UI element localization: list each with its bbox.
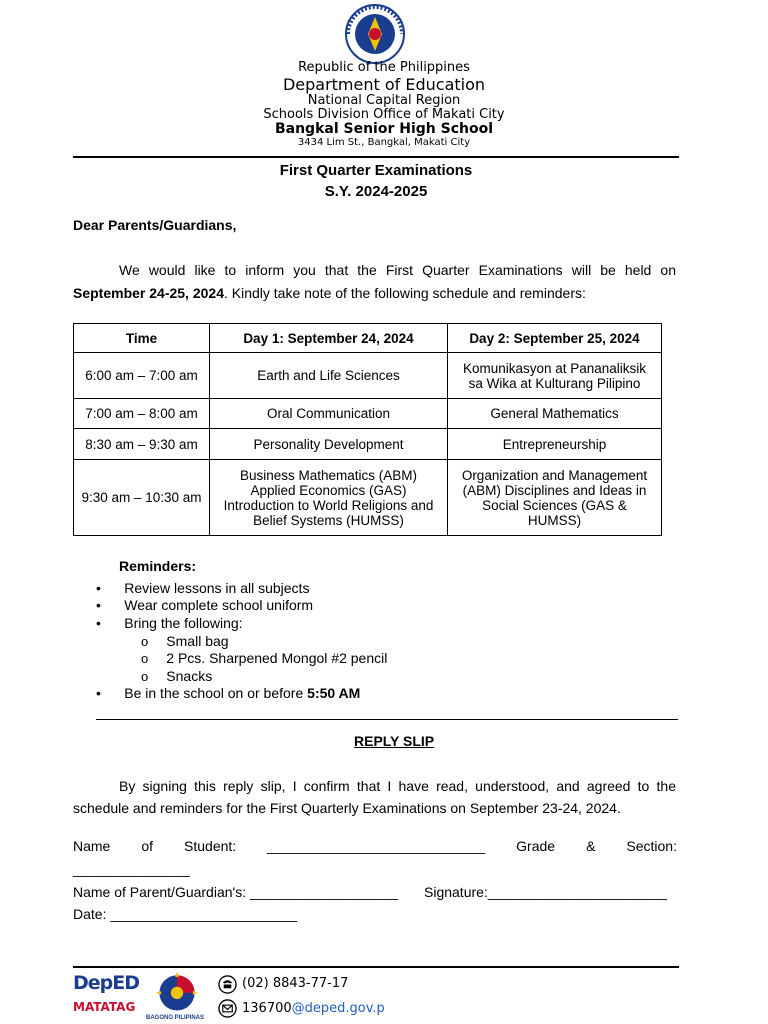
department-line: Department of Education xyxy=(282,75,486,94)
day1-cell: Earth and Life Sciences xyxy=(210,353,448,399)
phone-icon xyxy=(218,975,237,994)
arrival-time: 5:50 AM xyxy=(307,685,361,701)
label-word: Section: xyxy=(626,838,677,854)
list-item: • Be in the school on or before 5:50 AM xyxy=(96,685,361,701)
republic-line: Republic of the Philippines xyxy=(298,60,470,75)
label-word: & xyxy=(586,838,596,854)
list-item-text: Wear complete school uniform xyxy=(124,597,314,613)
sub-list-item: o 2 Pcs. Sharpened Mongol #2 pencil xyxy=(141,650,388,666)
signature-field[interactable]: Signature:_______________________ xyxy=(424,884,667,900)
list-item: • Review lessons in all subjects xyxy=(96,580,310,596)
time-cell: 7:00 am – 8:00 am xyxy=(74,399,210,429)
reply-para-1: By signing this reply slip, I confirm that I have read, understood, and agreed to the xyxy=(119,778,676,794)
bagong-pilipinas-logo-icon xyxy=(146,970,208,1014)
salutation: Dear Parents/Guardians, xyxy=(73,217,237,233)
intro-line-2 xyxy=(73,286,586,300)
list-item-text: Review lessons in all subjects xyxy=(124,580,310,596)
header-day2: Day 2: September 25, 2024 xyxy=(448,324,662,353)
table-header-row xyxy=(74,324,662,353)
student-name-field[interactable]: ____________________________ xyxy=(267,838,486,854)
day1-cell: Oral Communication xyxy=(210,399,448,429)
label-word: Student: xyxy=(184,838,237,854)
exam-title: First Quarter Examinations xyxy=(279,162,473,179)
list-item-text: Be in the school on or before xyxy=(124,685,308,701)
header-day1: Day 1: September 24, 2024 xyxy=(210,324,448,353)
day2-cell: Organization and Management (ABM) Disciplines and Ideas in Social Sciences (GAS & HUMSS) xyxy=(448,460,662,536)
reply-slip-heading: REPLY SLIP xyxy=(354,733,435,749)
date-field[interactable]: Date: ________________________ xyxy=(73,906,298,922)
label-word: Grade xyxy=(516,838,556,854)
day2-cell: Entrepreneurship xyxy=(448,429,662,460)
school-address: 3434 Lim St., Bangkal, Makati City xyxy=(297,137,471,148)
deped-logo-text: DepED xyxy=(73,972,140,994)
bagong-pilipinas-caption: BAGONG PILIPINAS xyxy=(146,1015,205,1021)
reminders-heading: Reminders: xyxy=(119,558,197,574)
time-cell: 6:00 am – 7:00 am xyxy=(74,353,210,399)
email-user: 136700 xyxy=(242,1001,292,1016)
parent-name-field[interactable]: Name of Parent/Guardian's: ___________________ xyxy=(73,884,398,900)
email-domain: @deped.gov.p xyxy=(291,1001,385,1016)
header-time: Time xyxy=(74,324,210,353)
school-year: S.Y. 2024-2025 xyxy=(324,183,428,200)
sub-list-item-text: Snacks xyxy=(166,668,213,684)
sub-list-item: o Snacks xyxy=(141,668,213,684)
intro-line-2-rest: . Kindly take note of the following schedule and reminders: xyxy=(223,285,586,301)
cut-divider xyxy=(96,719,678,720)
deped-logo xyxy=(73,970,140,1022)
sub-list-item-text: Small bag xyxy=(166,633,229,649)
grade-section-field[interactable]: _______________ xyxy=(73,861,190,877)
day1-cell: Personality Development xyxy=(210,429,448,460)
list-item-text: Bring the following: xyxy=(124,615,243,631)
region-line: National Capital Region xyxy=(307,93,461,108)
table-row xyxy=(74,399,662,429)
table-row xyxy=(74,353,662,399)
time-cell: 8:30 am – 9:30 am xyxy=(74,429,210,460)
list-item: • Bring the following: xyxy=(96,615,243,631)
student-name-label xyxy=(73,839,677,853)
table-row xyxy=(74,429,662,460)
reply-para-2: schedule and reminders for the First Quarterly Examinations on September 23-24, 2024. xyxy=(73,800,621,816)
header-divider xyxy=(73,156,679,158)
school-name: Bangkal Senior High School xyxy=(274,121,494,137)
deped-seal-icon xyxy=(340,4,410,64)
time-cell: 9:30 am – 10:30 am xyxy=(74,460,210,536)
intro-line-1: We would like to inform you that the First Quarter Examinations will be held on xyxy=(119,262,676,278)
list-item: • Wear complete school uniform xyxy=(96,597,314,613)
sub-list-item-text: 2 Pcs. Sharpened Mongol #2 pencil xyxy=(166,650,388,666)
exam-dates: September 24-25, 2024 xyxy=(73,285,224,301)
label-word: of xyxy=(141,838,154,854)
division-line: Schools Division Office of Makati City xyxy=(263,107,505,122)
email-icon xyxy=(218,999,237,1018)
day2-cell: Komunikasyon at Pananaliksik sa Wika at Kulturang Pilipino xyxy=(448,353,662,399)
label-word: Name xyxy=(73,838,111,854)
footer-divider xyxy=(73,966,679,968)
email-address[interactable] xyxy=(242,1002,385,1015)
schedule-table xyxy=(73,323,662,536)
table-row xyxy=(74,460,662,536)
day1-cell: Business Mathematics (ABM) Applied Economics (GAS) Introduction to World Religions and Belief Systems (HUMSS) xyxy=(210,460,448,536)
phone-number: (02) 8843-77-17 xyxy=(242,976,349,991)
day2-cell: General Mathematics xyxy=(448,399,662,429)
matatag-text: MATATAG xyxy=(73,1000,136,1014)
sub-list-item: o Small bag xyxy=(141,633,229,649)
